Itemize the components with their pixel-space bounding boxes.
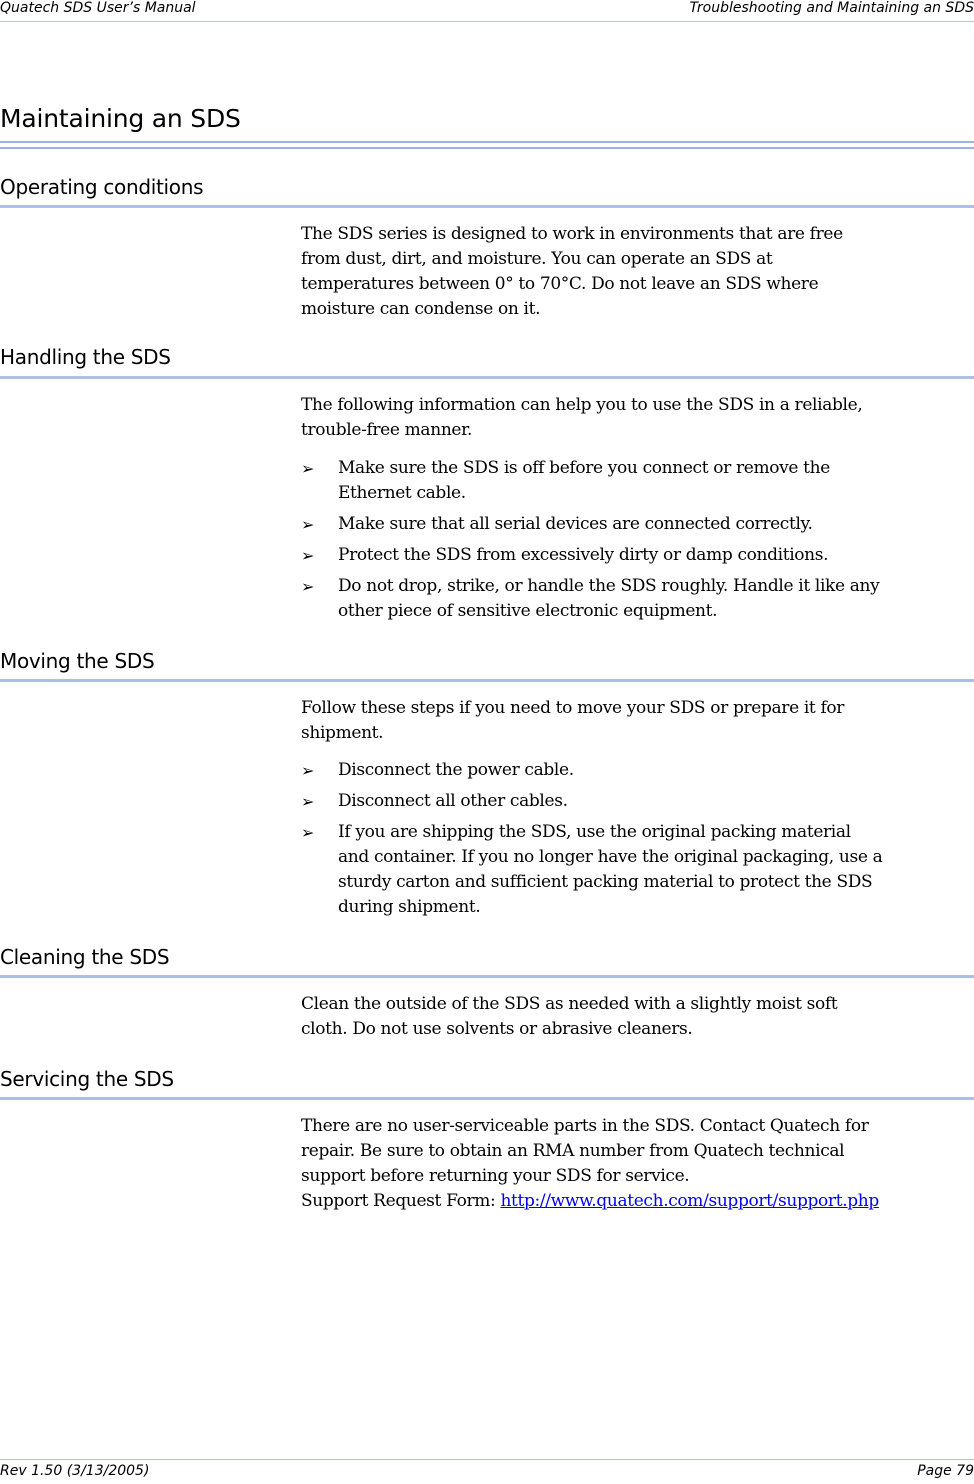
list-item [301,512,973,537]
section-heading-operating: Operating conditions [0,175,204,199]
list-item-text: Disconnect all other cables. [338,791,568,811]
list-item [301,574,973,624]
servicing-text: There are no user-serviceable parts in the SDS. Contact Quatech for repair. Be sure to obtain an RMA number from Quatech technical support before returning your SDS for service. [301,1116,869,1186]
footer-revision: Rev 1.50 (3/13/2005) [0,1463,150,1479]
section-heading-cleaning: Cleaning the SDS [0,945,170,969]
title-divider-bottom [0,147,974,149]
arrow-bullet-icon: ➢ [301,761,315,780]
list-item [301,758,973,783]
section-divider-moving [0,679,974,682]
moving-paragraph: Follow these steps if you need to move your SDS or prepare it for shipment. [301,698,845,743]
section-divider-handling [0,376,974,379]
page-header [0,0,974,22]
list-item-text: If you are shipping the SDS, use the original packing material and container. If you no longer have the original packaging, use a sturdy carton and sufficient packing material to protect the SDS during shipment. [338,822,883,917]
cleaning-paragraph: Clean the outside of the SDS as needed with a slightly moist soft cloth. Do not use solvents or abrasive cleaners. [301,994,838,1039]
section-heading-servicing: Servicing the SDS [0,1067,174,1091]
list-item-text: Protect the SDS from excessively dirty or damp conditions. [338,545,829,565]
arrow-bullet-icon: ➢ [301,546,315,565]
handling-bullet-list [301,456,973,630]
footer-page-number: Page 79 [917,1463,974,1479]
list-item [301,789,973,814]
section-heading-handling: Handling the SDS [0,345,171,369]
header-divider [0,21,974,22]
list-item-text: Make sure the SDS is off before you connect or remove the Ethernet cable. [338,458,830,503]
arrow-bullet-icon: ➢ [301,577,315,596]
support-request-link[interactable]: http://www.quatech.com/support/support.php [500,1191,879,1211]
section-divider-servicing [0,1097,974,1100]
list-item [301,543,973,568]
list-item-text: Make sure that all serial devices are connected correctly. [338,514,813,534]
list-item [301,820,973,920]
arrow-bullet-icon: ➢ [301,459,315,478]
title-divider-top [0,141,974,143]
section-heading-moving: Moving the SDS [0,649,155,673]
moving-bullet-list [301,758,973,926]
section-divider-operating [0,205,974,208]
handling-paragraph: The following information can help you to use the SDS in a reliable, trouble-free manner. [301,395,863,440]
page-title: Maintaining an SDS [0,104,241,133]
header-manual-title: Quatech SDS User’s Manual [0,0,196,16]
servicing-paragraph [301,1114,973,1214]
header-chapter-title: Troubleshooting and Maintaining an SDS [689,0,974,16]
list-item [301,456,973,506]
support-form-label: Support Request Form: [301,1191,501,1211]
arrow-bullet-icon: ➢ [301,515,315,534]
operating-paragraph: The SDS series is designed to work in environments that are free from dust, dirt, and moisture. You can operate an SDS at temperatures between 0° to 70°C. Do not leave an SDS where moisture can condense on it. [301,224,843,319]
arrow-bullet-icon: ➢ [301,823,315,842]
arrow-bullet-icon: ➢ [301,792,315,811]
list-item-text: Disconnect the power cable. [338,760,574,780]
footer-divider [0,1459,974,1460]
list-item-text: Do not drop, strike, or handle the SDS roughly. Handle it like any other piece of sensitive electronic equipment. [338,576,880,621]
section-divider-cleaning [0,975,974,978]
